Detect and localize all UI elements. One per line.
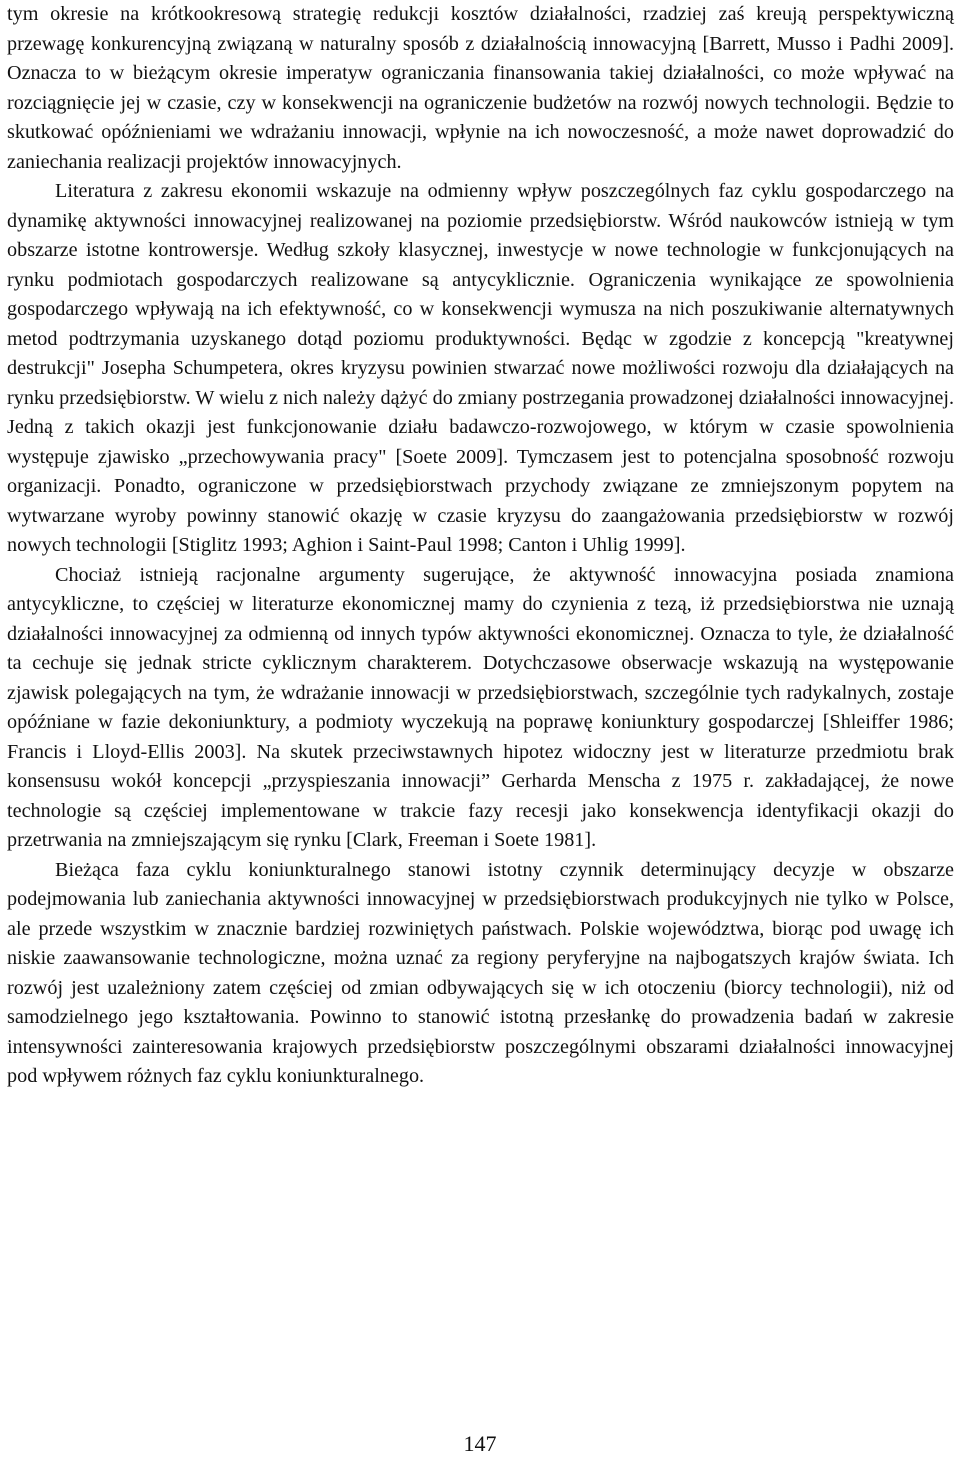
page-number: 147 (463, 1431, 497, 1456)
paragraph-continuation: tym okresie na krótkookresową strategię redukcji kosztów działalności, rzadziej zaś kreują perspektywiczną przewagę konkurencyjną związaną w naturalny sposób z działalnością innowacyjną [Barrett, Musso i Padhi 2009]. Oznacza to w bieżącym okresie imperatyw ograniczania finansowania takiej działalności, co może wpływać na rozciągnięcie jej w czasie, czy w konsekwencji na ograniczenie budżetów na rozwój nowych technologii. Będzie to skutkować opóźnieniami we wdrażaniu innowacji, wpłynie na ich nowoczesność, a może nawet doprowadzić do zaniechania realizacji projektów innowacyjnych. (7, 3, 954, 173)
paragraph-cyclical-character: Chociaż istnieją racjonalne argumenty sugerujące, że aktywność innowacyjna posiada znamiona antycykliczne, to częściej w literaturze ekonomicznej mamy do czynienia z tezą, iż przedsiębiorstwa nie uznają działalności innowacyjnej za odmienną od innych typów aktywności ekonomicznej. Oznacza to tyle, że działalność ta cechuje się jednak stricte cyklicznym charakterem. Dotychczasowe obserwacje wskazują na występowanie zjawisk polegających na tym, że wdrażanie innowacji w przedsiębiorstwach, szczególnie tych radykalnych, zostaje opóźniane w fazie dekoniunktury, a podmioty wyczekują na poprawę koniunktury gospodarczej [Shleiffer 1986; Francis i Lloyd-Ellis 2003]. Na skutek przeciwstawnych hipotez widoczny jest w literaturze przedmiotu brak konsensusu wokół koncepcji „przyspieszania innowacji” Gerharda Menscha z 1975 r. zakładającej, że nowe technologie są częściej implementowane w trakcie fazy recesji jako konsekwencja identyfikacji okazji do przetrwania na zmniejszającym się rynku [Clark, Freeman i Soete 1981]. (7, 563, 954, 851)
paragraph-literature-review: Literatura z zakresu ekonomii wskazuje na odmienny wpływ poszczególnych faz cyklu gospodarczego na dynamikę aktywności innowacyjnej realizowanej na poziomie przedsiębiorstw. Wśród naukowców istnieją w tym obszarze istotne kontrowersje. Według szkoły klasycznej, inwestycje w nowe technologie w funkcjonujących na rynku podmiotach gospodarczych realizowane są antycyklicznie. Ograniczenia wynikające ze spowolnienia gospodarczego wpływają na ich efektywność, co w konsekwencji wymusza na nich poszukiwanie alternatywnych metod podtrzymania uzyskanego dotąd poziomu produktywności. Będąc w zgodzie z koncepcją "kreatywnej destrukcji" Josepha Schumpetera, okres kryzysu powinien stwarzać nowe możliwości rozwoju dla działających na rynku przedsiębiorstw. W wielu z nich należy dążyć do zmiany postrzegania prowadzonej działalności innowacyjnej. Jedną z takich okazji jest funkcjonowanie działu badawczo-rozwojowego, w którym w czasie spowolnienia występuje zjawisko „przechowywania pracy" [Soete 2009]. Tymczasem jest to potencjalna sposobność rozwoju organizacji. Ponadto, ograniczone w przedsiębiorstwach przychody związane ze zmniejszonym popytem na wytwarzane wyroby powinny stanowić okazję w czasie kryzysu do zaangażowania przedsiębiorstw w rozwój nowych technologii [Stiglitz 1993; Aghion i Saint-Paul 1998; Canton i Uhlig 1999]. (7, 180, 954, 556)
paragraph-business-cycle-phase: Bieżąca faza cyklu koniunkturalnego stanowi istotny czynnik determinujący decyzje w obszarze podejmowania lub zaniechania aktywności innowacyjnej w przedsiębiorstwach produkcyjnych nie tylko w Polsce, ale przede wszystkim w znacznie bardziej rozwiniętych państwach. Polskie województwa, biorąc pod uwagę ich niskie zaawansowanie technologiczne, można uznać za regiony peryferyjne na najbogatszych krajów świata. Ich rozwój jest uzależniony zatem częściej od zmian odbywających się w ich otoczeniu (biorcy technologii), niż od samodzielnego jego kształtowania. Powinno to stanowić istotną przesłankę do prowadzenia badań w zakresie intensywności zainteresowania krajowych przedsiębiorstw poszczególnymi obszarami działalności innowacyjnej pod wpływem różnych faz cyklu koniunkturalnego. (7, 858, 954, 1087)
page-body (7, 0, 954, 1092)
